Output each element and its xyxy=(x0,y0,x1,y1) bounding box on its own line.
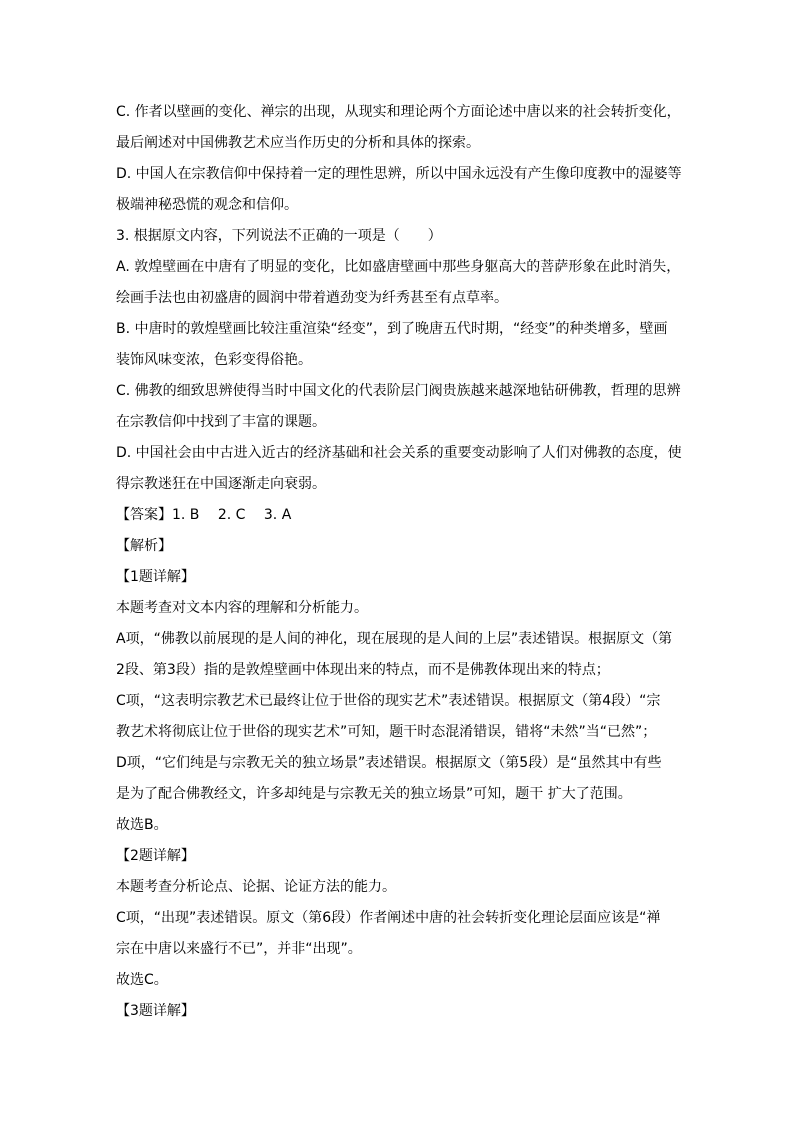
q3-option-b-line-2: 装饰风味变浓，色彩变得俗艳。 xyxy=(116,352,312,368)
option-d-line-1: D. 中国人在宗教信仰中保持着一定的理性思辨，所以中国永远没有产生像印度教中的湿婆等 xyxy=(116,166,682,182)
answer-line: 【答案】1. B 2. C 3. A xyxy=(116,507,292,523)
q1-detail-intro: 本题考查对文本内容的理解和分析能力。 xyxy=(116,600,368,616)
q1-detail-d-line-2: 是为了配合佛教经文，许多却纯是与宗教无关的独立场景”可知，题干 扩大了范围。 xyxy=(116,786,632,802)
q1-detail-a-line-1: A项，“佛教以前展现的是人间的神化，现在展现的是人间的上层”表述错误。根据原文（第 xyxy=(116,631,673,647)
option-c-line-1: C. 作者以壁画的变化、禅宗的出现，从现实和理论两个方面论述中唐以来的社会转折变化， xyxy=(116,104,681,120)
q2-detail-heading: 【2题详解】 xyxy=(116,848,195,864)
document-page xyxy=(116,102,682,1032)
q3-detail-heading: 【3题详解】 xyxy=(116,1003,195,1019)
analysis-heading: 【解析】 xyxy=(116,538,172,554)
option-d-line-2: 极端神秘恐慌的观念和信仰。 xyxy=(116,197,298,213)
q3-option-c-line-1: C. 佛教的细致思辨使得当时中国文化的代表阶层门阀贵族越来越深地钻研佛教，哲理的思辨 xyxy=(116,383,681,399)
q1-detail-c-line-2: 教艺术将彻底让位于世俗的现实艺术”可知，题干时态混淆错误，错将“未然”当“已然”； xyxy=(116,724,657,740)
q3-option-d-line-2: 得宗教迷狂在中国逐渐走向衰弱。 xyxy=(116,476,326,492)
option-c-line-2: 最后阐述对中国佛教艺术应当作历史的分析和具体的探索。 xyxy=(116,135,480,151)
q3-option-b-line-1: B. 中唐时的敦煌壁画比较注重渲染“经变”，到了晚唐五代时期，“经变”的种类增多，壁画 xyxy=(116,321,668,337)
q2-detail-intro: 本题考查分析论点、论据、论证方法的能力。 xyxy=(116,879,396,895)
q3-option-a-line-1: A. 敦煌壁画在中唐有了明显的变化，比如盛唐壁画中那些身躯高大的菩萨形象在此时消失， xyxy=(116,259,681,275)
q2-detail-c-line-2: 宗在中唐以来盛行不已”，并非“出现”。 xyxy=(116,941,362,957)
q3-option-c-line-2: 在宗教信仰中找到了丰富的课题。 xyxy=(116,414,326,430)
q3-option-d-line-1: D. 中国社会由中古进入近古的经济基础和社会关系的重要变动影响了人们对佛教的态度，使 xyxy=(116,445,682,461)
question-3-stem: 3. 根据原文内容，下列说法不正确的一项是（ ） xyxy=(116,228,442,244)
q1-detail-c-line-1: C项，“这表明宗教艺术已最终让位于世俗的现实艺术”表述错误。根据原文（第4段）“宗 xyxy=(116,693,661,709)
q3-option-a-line-2: 绘画手法也由初盛唐的圆润中带着遒劲变为纤秀甚至有点草率。 xyxy=(116,290,508,306)
q2-conclusion: 故选C。 xyxy=(116,972,168,988)
q1-detail-a-line-2: 2段、第3段）指的是敦煌壁画中体现出来的特点，而不是佛教体现出来的特点； xyxy=(116,662,610,678)
q1-detail-heading: 【1题详解】 xyxy=(116,569,195,585)
q1-conclusion: 故选B。 xyxy=(116,817,168,833)
q2-detail-c-line-1: C项，“出现”表述错误。原文（第6段）作者阐述中唐的社会转折变化理论层面应该是“禅 xyxy=(116,910,661,926)
q1-detail-d-line-1: D项，“它们纯是与宗教无关的独立场景”表述错误。根据原文（第5段）是“虽然其中有些 xyxy=(116,755,662,771)
